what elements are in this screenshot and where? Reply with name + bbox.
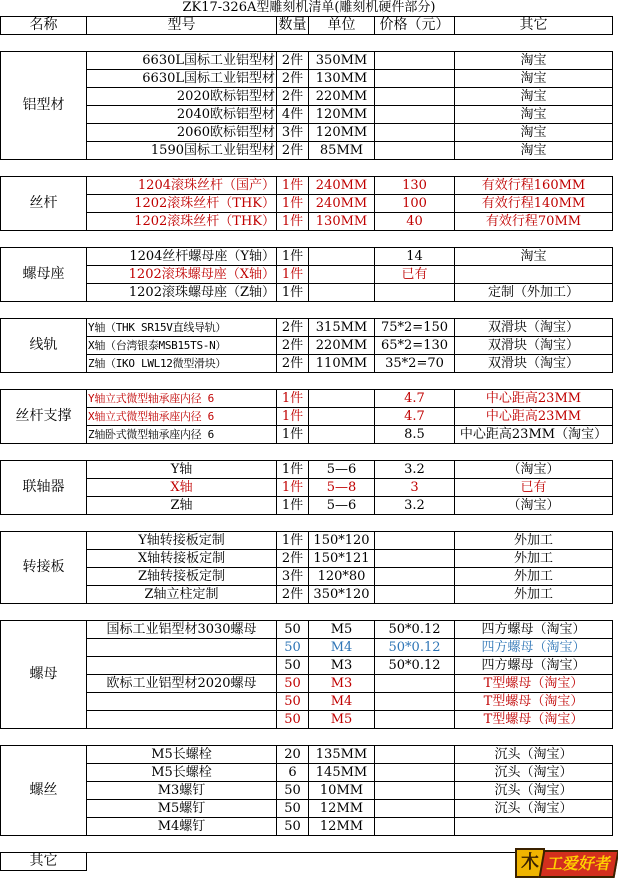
unit-cell: 150*120 bbox=[309, 532, 375, 550]
table-row bbox=[1, 782, 613, 800]
table-row bbox=[1, 177, 613, 195]
unit-cell: M3 bbox=[309, 675, 375, 693]
quantity-cell: 1件 bbox=[277, 497, 309, 515]
table-row bbox=[1, 248, 613, 266]
table-row bbox=[1, 319, 613, 337]
unit-cell bbox=[309, 248, 375, 266]
quantity-cell: 50 bbox=[277, 675, 309, 693]
table-row bbox=[1, 284, 613, 302]
unit-cell: 240MM bbox=[309, 195, 375, 213]
column-header: 名称 bbox=[1, 17, 87, 35]
price-cell bbox=[375, 675, 455, 693]
price-cell: 50*0.12 bbox=[375, 657, 455, 675]
model-cell: M5长螺栓 bbox=[87, 764, 277, 782]
category-cell: 转接板 bbox=[1, 532, 87, 604]
quantity-cell: 1件 bbox=[277, 284, 309, 302]
quantity-cell: 4件 bbox=[277, 106, 309, 124]
unit-cell: 145MM bbox=[309, 764, 375, 782]
category-cell: 螺母座 bbox=[1, 248, 87, 302]
unit-cell bbox=[309, 266, 375, 284]
price-cell: 65*2=130 bbox=[375, 337, 455, 355]
table-row bbox=[1, 711, 613, 729]
other-cell: 淘宝 bbox=[455, 88, 613, 106]
price-cell bbox=[375, 70, 455, 88]
quantity-cell: 1件 bbox=[277, 195, 309, 213]
table-row bbox=[1, 266, 613, 284]
other-cell: 中心距高23MM bbox=[455, 390, 613, 408]
unit-cell: 120*80 bbox=[309, 568, 375, 586]
category-cell: 丝杆 bbox=[1, 177, 87, 231]
model-cell: 6630L国标工业铝型材 bbox=[87, 70, 277, 88]
quantity-cell: 3件 bbox=[277, 568, 309, 586]
unit-cell: 350*120 bbox=[309, 586, 375, 604]
price-cell: 3 bbox=[375, 479, 455, 497]
model-cell: M5长螺栓 bbox=[87, 746, 277, 764]
model-cell: X轴 bbox=[87, 479, 277, 497]
unit-cell: M5 bbox=[309, 711, 375, 729]
model-cell: M5螺钉 bbox=[87, 800, 277, 818]
price-cell bbox=[375, 52, 455, 70]
table-row bbox=[1, 746, 613, 764]
table-row bbox=[1, 657, 613, 675]
other-cell: 淘宝 bbox=[455, 142, 613, 160]
unit-cell: 10MM bbox=[309, 782, 375, 800]
model-cell: 1590国标工业铝型材 bbox=[87, 142, 277, 160]
model-cell: 1202滚珠丝杆（THK） bbox=[87, 213, 277, 231]
sheet-title: ZK17-326A型雕刻机清单(雕刻机硬件部分) bbox=[182, 0, 436, 15]
table-row bbox=[1, 621, 613, 639]
other-cell: T型螺母（淘宝） bbox=[455, 711, 613, 729]
other-cell: 淘宝 bbox=[455, 52, 613, 70]
model-cell: 1202滚珠螺母座（Z轴） bbox=[87, 284, 277, 302]
spacer-row bbox=[1, 160, 613, 177]
other-cell: 沉头（淘宝） bbox=[455, 782, 613, 800]
table-row bbox=[1, 568, 613, 586]
category-cell: 铝型材 bbox=[1, 52, 87, 160]
quantity-cell: 2件 bbox=[277, 142, 309, 160]
other-cell: 外加工 bbox=[455, 568, 613, 586]
unit-cell: 5—6 bbox=[309, 461, 375, 479]
other-cell: （淘宝） bbox=[455, 461, 613, 479]
price-cell bbox=[375, 142, 455, 160]
table-row bbox=[1, 586, 613, 604]
other-cell: 双滑块（淘宝） bbox=[455, 337, 613, 355]
spacer-row bbox=[1, 35, 613, 52]
quantity-cell: 50 bbox=[277, 800, 309, 818]
quantity-cell: 1件 bbox=[277, 213, 309, 231]
model-cell: X轴（台湾银泰MSB15TS-N） bbox=[87, 337, 277, 355]
spacer-row bbox=[1, 515, 613, 532]
other-cell: 四方螺母（淘宝） bbox=[455, 639, 613, 657]
model-cell: Z轴立柱定制 bbox=[87, 586, 277, 604]
category-cell: 丝杆支撑 bbox=[1, 390, 87, 444]
model-cell: Y轴 bbox=[87, 461, 277, 479]
unit-cell: 135MM bbox=[309, 746, 375, 764]
price-cell bbox=[375, 124, 455, 142]
model-cell: X轴转接板定制 bbox=[87, 550, 277, 568]
quantity-cell: 2件 bbox=[277, 586, 309, 604]
unit-cell: 315MM bbox=[309, 319, 375, 337]
other-cell: 沉头（淘宝） bbox=[455, 764, 613, 782]
other-cell: 沉头（淘宝） bbox=[455, 800, 613, 818]
quantity-cell: 1件 bbox=[277, 248, 309, 266]
quantity-cell: 50 bbox=[277, 711, 309, 729]
unit-cell: 5—8 bbox=[309, 479, 375, 497]
unit-cell: 12MM bbox=[309, 818, 375, 836]
model-cell: 1204丝杆螺母座（Y轴） bbox=[87, 248, 277, 266]
other-cell: 沉头（淘宝） bbox=[455, 746, 613, 764]
quantity-cell: 50 bbox=[277, 621, 309, 639]
price-cell bbox=[375, 88, 455, 106]
quantity-cell: 1件 bbox=[277, 408, 309, 426]
unit-cell: M4 bbox=[309, 693, 375, 711]
quantity-cell: 50 bbox=[277, 693, 309, 711]
other-cell: 外加工 bbox=[455, 532, 613, 550]
price-cell bbox=[375, 532, 455, 550]
unit-cell bbox=[309, 408, 375, 426]
other-cell: 外加工 bbox=[455, 550, 613, 568]
price-cell bbox=[375, 818, 455, 836]
spacer-row bbox=[1, 604, 613, 621]
unit-cell: M3 bbox=[309, 657, 375, 675]
price-cell bbox=[375, 550, 455, 568]
column-header: 价格（元） bbox=[375, 17, 455, 35]
unit-cell bbox=[309, 284, 375, 302]
other-cell: 双滑块（淘宝） bbox=[455, 319, 613, 337]
model-cell bbox=[87, 657, 277, 675]
unit-cell: 220MM bbox=[309, 88, 375, 106]
price-cell: 4.7 bbox=[375, 408, 455, 426]
other-cell: 已有 bbox=[455, 479, 613, 497]
column-header: 型号 bbox=[87, 17, 277, 35]
price-cell bbox=[375, 764, 455, 782]
spacer-row bbox=[1, 729, 613, 746]
price-cell: 50*0.12 bbox=[375, 639, 455, 657]
unit-cell: 85MM bbox=[309, 142, 375, 160]
price-cell: 130 bbox=[375, 177, 455, 195]
quantity-cell: 20 bbox=[277, 746, 309, 764]
quantity-cell: 2件 bbox=[277, 70, 309, 88]
model-cell: Y轴（THK SR15V直线导轨） bbox=[87, 319, 277, 337]
model-cell: 1202滚珠螺母座（X轴） bbox=[87, 266, 277, 284]
price-cell: 已有 bbox=[375, 266, 455, 284]
other-cell: T型螺母（淘宝） bbox=[455, 675, 613, 693]
table-row bbox=[1, 337, 613, 355]
model-cell bbox=[87, 711, 277, 729]
model-cell: 2060欧标铝型材 bbox=[87, 124, 277, 142]
model-cell: M3螺钉 bbox=[87, 782, 277, 800]
category-cell: 螺母 bbox=[1, 621, 87, 729]
table-row bbox=[1, 675, 613, 693]
unit-cell: 5—6 bbox=[309, 497, 375, 515]
model-cell: 2020欧标铝型材 bbox=[87, 88, 277, 106]
quantity-cell: 2件 bbox=[277, 52, 309, 70]
table-row bbox=[1, 497, 613, 515]
table-row bbox=[1, 426, 613, 444]
table-row bbox=[1, 52, 613, 70]
quantity-cell: 50 bbox=[277, 782, 309, 800]
spacer-row bbox=[1, 302, 613, 319]
quantity-cell: 50 bbox=[277, 818, 309, 836]
table-row bbox=[1, 693, 613, 711]
model-cell bbox=[87, 639, 277, 657]
quantity-cell: 1件 bbox=[277, 266, 309, 284]
unit-cell: 350MM bbox=[309, 52, 375, 70]
table-row bbox=[1, 88, 613, 106]
price-cell bbox=[375, 586, 455, 604]
table-row bbox=[1, 390, 613, 408]
model-cell: 国标工业铝型材3030螺母 bbox=[87, 621, 277, 639]
model-cell: Z轴（IKO LWL12微型滑块） bbox=[87, 355, 277, 373]
category-cell: 螺丝 bbox=[1, 746, 87, 836]
quantity-cell: 2件 bbox=[277, 337, 309, 355]
other-cell: T型螺母（淘宝） bbox=[455, 693, 613, 711]
unit-cell: M5 bbox=[309, 621, 375, 639]
unit-cell: 120MM bbox=[309, 106, 375, 124]
unit-cell: 110MM bbox=[309, 355, 375, 373]
model-cell: 6630L国标工业铝型材 bbox=[87, 52, 277, 70]
model-cell: Y轴转接板定制 bbox=[87, 532, 277, 550]
table-row bbox=[1, 213, 613, 231]
other-cell: 双滑块（淘宝） bbox=[455, 355, 613, 373]
other-cell bbox=[455, 818, 613, 836]
unit-cell: 240MM bbox=[309, 177, 375, 195]
quantity-cell: 6 bbox=[277, 764, 309, 782]
other-cell: 有效行程140MM bbox=[455, 195, 613, 213]
other-cell: 四方螺母（淘宝） bbox=[455, 657, 613, 675]
table-row bbox=[1, 479, 613, 497]
price-cell bbox=[375, 711, 455, 729]
model-cell: X轴立式微型轴承座内径 6 bbox=[87, 408, 277, 426]
other-cell: 淘宝 bbox=[455, 248, 613, 266]
price-cell: 3.2 bbox=[375, 497, 455, 515]
price-cell: 4.7 bbox=[375, 390, 455, 408]
watermark-logo: 木 工爱好者 bbox=[515, 846, 615, 876]
unit-cell: 120MM bbox=[309, 124, 375, 142]
unit-cell: 150*121 bbox=[309, 550, 375, 568]
price-cell: 75*2=150 bbox=[375, 319, 455, 337]
table-row bbox=[1, 355, 613, 373]
other-cell: （淘宝） bbox=[455, 497, 613, 515]
quantity-cell: 1件 bbox=[277, 532, 309, 550]
other-cell: 外加工 bbox=[455, 586, 613, 604]
header-row bbox=[1, 17, 613, 35]
table-row bbox=[1, 142, 613, 160]
model-cell bbox=[87, 693, 277, 711]
table-row bbox=[1, 550, 613, 568]
column-header: 数量 bbox=[278, 17, 307, 33]
quantity-cell: 2件 bbox=[277, 319, 309, 337]
unit-cell: 12MM bbox=[309, 800, 375, 818]
category-cell: 线轨 bbox=[1, 319, 87, 373]
model-cell: Y轴立式微型轴承座内径 6 bbox=[87, 390, 277, 408]
quantity-cell: 1件 bbox=[277, 461, 309, 479]
model-cell: Z轴转接板定制 bbox=[87, 568, 277, 586]
model-cell: Z轴卧式微型轴承座内径 6 bbox=[87, 426, 277, 444]
quantity-cell: 2件 bbox=[277, 355, 309, 373]
table-row bbox=[1, 461, 613, 479]
table-row bbox=[1, 106, 613, 124]
quantity-cell: 2件 bbox=[277, 550, 309, 568]
unit-cell: 130MM bbox=[309, 213, 375, 231]
other-cell: 淘宝 bbox=[455, 70, 613, 88]
other-cell: 淘宝 bbox=[455, 106, 613, 124]
column-header: 其它 bbox=[455, 17, 613, 35]
category-cell: 其它 bbox=[1, 853, 87, 871]
price-cell bbox=[375, 800, 455, 818]
other-cell: 定制（外加工） bbox=[455, 284, 613, 302]
table-row bbox=[1, 532, 613, 550]
price-cell: 8.5 bbox=[375, 426, 455, 444]
price-cell: 14 bbox=[375, 248, 455, 266]
quantity-cell: 50 bbox=[277, 639, 309, 657]
model-cell: 1204滚珠丝杆（国产） bbox=[87, 177, 277, 195]
other-cell: 有效行程70MM bbox=[455, 213, 613, 231]
table-row bbox=[1, 70, 613, 88]
table-row bbox=[1, 800, 613, 818]
unit-cell bbox=[309, 426, 375, 444]
table-row bbox=[1, 639, 613, 657]
table-row bbox=[1, 195, 613, 213]
price-cell bbox=[375, 746, 455, 764]
category-cell: 联轴器 bbox=[1, 461, 87, 515]
quantity-cell: 1件 bbox=[277, 426, 309, 444]
price-cell bbox=[375, 106, 455, 124]
quantity-cell: 1件 bbox=[277, 479, 309, 497]
price-cell: 35*2=70 bbox=[375, 355, 455, 373]
model-cell: 欧标工业铝型材2020螺母 bbox=[87, 675, 277, 693]
other-cell: 淘宝 bbox=[455, 124, 613, 142]
other-cell: 四方螺母（淘宝） bbox=[455, 621, 613, 639]
spacer-row bbox=[1, 231, 613, 248]
quantity-cell: 1件 bbox=[277, 390, 309, 408]
quantity-cell: 2件 bbox=[277, 88, 309, 106]
price-cell: 40 bbox=[375, 213, 455, 231]
unit-cell: M4 bbox=[309, 639, 375, 657]
unit-cell: 130MM bbox=[309, 70, 375, 88]
unit-cell: 220MM bbox=[309, 337, 375, 355]
parts-table bbox=[0, 16, 613, 871]
table-row bbox=[1, 124, 613, 142]
spacer-row bbox=[1, 373, 613, 390]
price-cell: 50*0.12 bbox=[375, 621, 455, 639]
other-cell: 有效行程160MM bbox=[455, 177, 613, 195]
other-cell: 中心距高23MM（淘宝） bbox=[455, 426, 613, 444]
column-header: 单位 bbox=[309, 17, 375, 35]
table-row bbox=[1, 764, 613, 782]
other-cell: 中心距高23MM bbox=[455, 408, 613, 426]
price-cell: 100 bbox=[375, 195, 455, 213]
quantity-cell: 50 bbox=[277, 657, 309, 675]
price-cell: 3.2 bbox=[375, 461, 455, 479]
quantity-cell: 1件 bbox=[277, 177, 309, 195]
spacer-row bbox=[1, 444, 613, 461]
other-cell bbox=[455, 266, 613, 284]
model-cell: Z轴 bbox=[87, 497, 277, 515]
price-cell bbox=[375, 693, 455, 711]
price-cell bbox=[375, 782, 455, 800]
price-cell bbox=[375, 568, 455, 586]
model-cell: 1202滚珠丝杆（THK） bbox=[87, 195, 277, 213]
table-row bbox=[1, 408, 613, 426]
table-row bbox=[1, 818, 613, 836]
quantity-cell: 3件 bbox=[277, 124, 309, 142]
price-cell bbox=[375, 284, 455, 302]
unit-cell bbox=[309, 390, 375, 408]
model-cell: M4螺钉 bbox=[87, 818, 277, 836]
model-cell: 2040欧标铝型材 bbox=[87, 106, 277, 124]
